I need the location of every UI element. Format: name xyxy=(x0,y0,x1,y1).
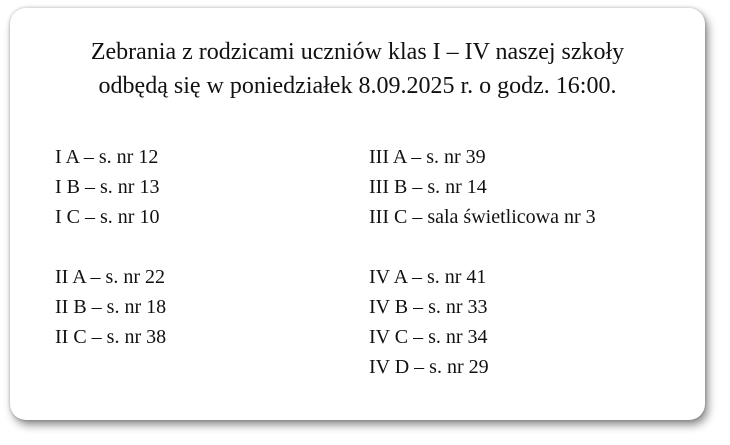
right-column xyxy=(369,142,596,382)
class-group-iv xyxy=(369,262,596,382)
room-entry: II B – s. nr 18 xyxy=(55,296,167,318)
room-entry: I A – s. nr 12 xyxy=(55,146,159,168)
class-group-ii xyxy=(55,262,166,352)
room-entry: IV B – s. nr 33 xyxy=(369,296,488,318)
left-column xyxy=(55,142,166,352)
notice-title-line-1: Zebrania z rodzicami uczniów klas I – IV naszej szkoły xyxy=(90,39,625,65)
class-group-i xyxy=(55,142,166,232)
room-entry: II A – s. nr 22 xyxy=(55,266,165,288)
room-entry: IV A – s. nr 41 xyxy=(369,266,487,288)
class-group-iii xyxy=(369,142,596,232)
room-entry: III C – sala świetlicowa nr 3 xyxy=(369,206,596,228)
room-entry: II C – s. nr 38 xyxy=(55,326,167,348)
room-entry: IV C – s. nr 34 xyxy=(369,326,488,348)
room-entry: IV D – s. nr 29 xyxy=(369,356,489,378)
room-entry: III B – s. nr 14 xyxy=(369,176,487,198)
notice-card xyxy=(10,8,705,420)
room-entry: I B – s. nr 13 xyxy=(55,176,160,198)
room-entry: I C – s. nr 10 xyxy=(55,206,160,228)
notice-title xyxy=(10,35,705,103)
room-entry: III A – s. nr 39 xyxy=(369,146,486,168)
notice-title-line-2: odbędą się w poniedziałek 8.09.2025 r. o godz. 16:00. xyxy=(98,73,617,99)
